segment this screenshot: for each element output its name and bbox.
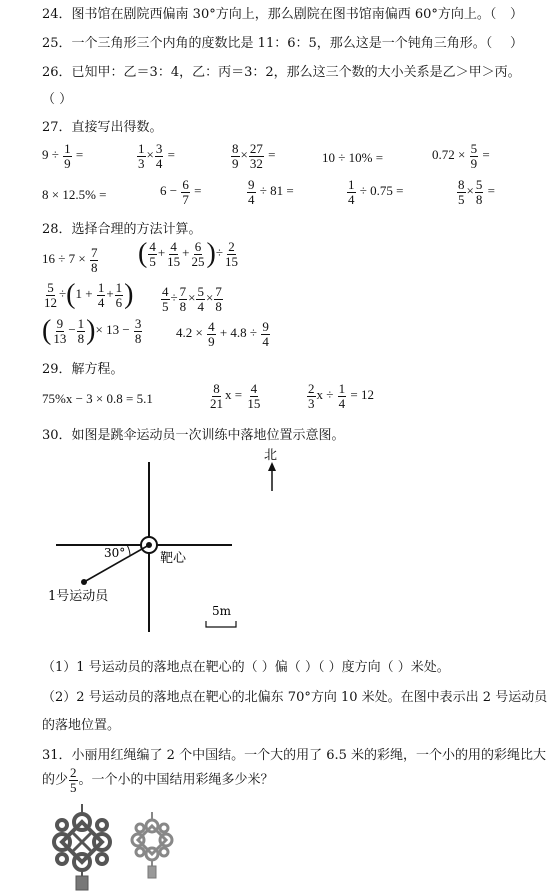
runner-1-label: 1号运动员 xyxy=(48,589,109,604)
q31-line2: 的少 $\frac{2}{5}$ 。一个小的中国结用彩绳多少米？ xyxy=(42,765,274,795)
q28-expr-1: 16 ÷ 7 × $\frac{7}{8}$ xyxy=(42,245,98,275)
large-knot-icon xyxy=(54,804,110,890)
scale-label: 5m xyxy=(212,604,232,618)
q30-title: 30．如图是跳伞运动员一次训练中落地位置示意图。 xyxy=(42,428,345,443)
q30-sub2-line2: 的落地位置。 xyxy=(42,718,121,733)
q25-blank[interactable]: ） xyxy=(510,36,524,51)
q27-item-10: $\frac{8}{5}$ × $\frac{5}{8}$ = xyxy=(458,177,495,207)
q27-item-3: $\frac{8}{9}$ × $\frac{27}{32}$ = xyxy=(232,141,276,171)
q28-expr-2: ( $\frac{4}{5}$ + $\frac{4}{15}$ + $\frac{6}{25}$ )÷ $\frac{2}{15}$ xyxy=(138,238,238,270)
q27-item-5: 0.72 × $\frac{5}{9}$ = xyxy=(432,141,490,171)
q29-equation-2: $\frac{8}{21}$ x = $\frac{4}{15}$ xyxy=(210,381,261,411)
q24-blank[interactable]: ） xyxy=(510,7,524,22)
q31-line1: 31．小丽用红绳编了 2 个中国结。一个大的用了 6.5 米的彩绳，一个小的用的彩绳比大 xyxy=(42,748,547,763)
q27-item-1: 9 ÷ $\frac{1}{9}$ = xyxy=(42,141,84,171)
q30-sub2-line1: （2）2 号运动员的落地点在靶心的北偏东 70°方向 10 米处。在图中表示出 2 号运动员 xyxy=(42,690,548,705)
q29-title: 29．解方程。 xyxy=(42,362,124,377)
landing-diagram xyxy=(0,445,551,650)
chinese-knots-image xyxy=(40,800,190,892)
q26-text: 26．已知甲：乙＝3：4，乙：丙＝3：2，那么这三个数的大小关系是乙＞甲＞丙。 xyxy=(42,65,521,80)
q27-item-2: $\frac{1}{3}$ × $\frac{3}{4}$ = xyxy=(138,141,175,171)
target-label: 靶心 xyxy=(160,551,187,566)
q28-title: 28．选择合理的方法计算。 xyxy=(42,222,202,237)
runner-1-point xyxy=(81,579,87,585)
q29-equation-3: $\frac{2}{3}$ x ÷ $\frac{1}{4}$ = 12 xyxy=(308,381,374,411)
q27-item-8: $\frac{9}{4}$ ÷ 81 = xyxy=(248,177,294,207)
angle-arc xyxy=(127,545,130,556)
q30-sub1: （1）1 号运动员的落地点在靶心的（ ）偏（ ）（ ）度方向（ ）米处。 xyxy=(42,660,450,675)
q27-item-9: $\frac{1}{4}$ ÷ 0.75 = xyxy=(348,177,404,207)
q27-item-6: 8 × 12.5% = xyxy=(42,187,107,202)
small-knot-icon xyxy=(132,812,172,878)
q28-expr-6: 4.2 × $\frac{4}{9}$ + 4.8 ÷ $\frac{9}{4}$ xyxy=(176,319,269,349)
q28-expr-5: ( $\frac{9}{13}$ − $\frac{1}{8}$ )× 13 − $\frac{3}{8}$ xyxy=(42,315,142,347)
q26-answer-blank[interactable]: （ ） xyxy=(42,92,73,107)
q24-text: 24．图书馆在剧院西偏南 30°方向上，那么剧院在图书馆南偏西 60°方向上。（ xyxy=(42,7,497,22)
scale-bar xyxy=(206,621,236,627)
angle-label: 30° xyxy=(104,546,126,560)
q27-title: 27．直接写出得数。 xyxy=(42,120,163,135)
north-arrow-icon xyxy=(268,462,276,471)
q29-equation-1: 75%x − 3 × 0.8 = 5.1 xyxy=(42,391,153,406)
q27-item-7: 6 − $\frac{6}{7}$ = xyxy=(160,177,202,207)
q25-text: 25．一个三角形三个内角的度数比是 11：6：5，那么这是一个钝角三角形。（ xyxy=(42,36,493,51)
q28-expr-4: $\frac{4}{5}$ ÷ $\frac{7}{8}$ × $\frac{5}{4}$ × $\frac{7}{8}$ xyxy=(162,284,222,314)
north-label: 北 xyxy=(264,448,278,463)
q28-expr-3: $\frac{5}{12}$ ÷(1 + $\frac{1}{4}$ + $\frac{1}{6}$ ) xyxy=(44,279,134,311)
q27-item-4: 10 ÷ 10% = xyxy=(322,150,384,165)
